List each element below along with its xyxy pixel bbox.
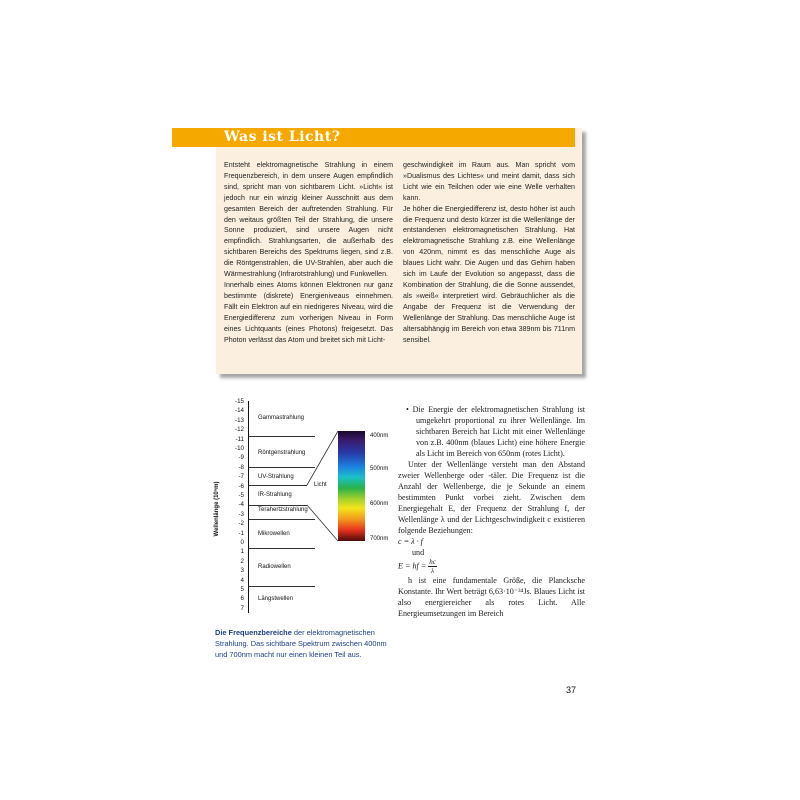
- tick-label: -13: [235, 416, 244, 424]
- tick-label: -5: [238, 492, 244, 499]
- tick-label: -15: [235, 398, 244, 405]
- formula-fraction: [428, 558, 437, 575]
- bullet-text: Die Energie der elektromagnetischen Strahlung ist umgekehrt proportional zu ihrer Wellenlänge. Im sichtbaren Bereich hat Licht mit einer Wellenlänge von z.B. 400nm (blaues Licht) eine höhere Energie als Licht im Bereich von 650nm (rotes Licht).: [412, 405, 585, 458]
- tick-label: -10: [235, 445, 244, 452]
- tick-label: -8: [238, 463, 244, 471]
- bullet-paragraph: • Die Energie der elektromagnetischen Strahlung ist umgekehrt proportional zu ihrer Wellenlänge. Im sichtbaren Bereich hat Licht mit einer Wellenlänge von z.B. 400nm (blaues Licht) eine höhere Energie als Licht im Bereich von 650nm (rotes Licht).: [406, 405, 585, 458]
- info-box-left-column: [224, 160, 393, 345]
- tick-label: 4: [240, 576, 244, 584]
- tick-label: 2: [240, 557, 244, 565]
- region-label: Röntgenstrahlung: [258, 450, 306, 456]
- tick-label: 6: [240, 595, 244, 603]
- formula-energy: [398, 558, 585, 575]
- spectrum-label: 700nm: [370, 536, 389, 542]
- spectrum-figure: [210, 398, 400, 620]
- tick-label: -7: [238, 473, 244, 481]
- info-box-title-bar: [172, 128, 575, 147]
- spectrum-label: 600nm: [370, 501, 389, 507]
- body-paragraph: Unter der Wellenlänge versteht man den Abstand zweier Wellenberge oder -täler. Die Frequenz ist die Anzahl der Wellenberge, die je Sekunde an einem bestimmten Punkt vorbei zieht. Zwischen dem Energiegehalt E, der Frequenz der Strahlung f, der Wellenlänge λ und der Lichtgeschwindigkeit c existieren folgende Beziehungen:: [398, 460, 585, 535]
- fraction-denominator: λ: [431, 567, 435, 575]
- region-label: Längstwellen: [258, 596, 294, 602]
- spectrum-label: 400nm: [370, 433, 389, 439]
- tick-label: 0: [240, 539, 244, 546]
- info-paragraph: Innerhalb eines Atoms können Elektronen nur ganz bestimmte (diskrete) Energieniveaus einnehmen. Fällt ein Elektron auf ein niedrigeres Niveau, wird die Energiedifferenz zum vorherigen Niveau in Form eines Lichtquants (eines Photons) freigesetzt. Das Photon verlässt das Atom und breitet sich mit Licht-: [224, 280, 393, 344]
- tick-label: -9: [238, 454, 244, 462]
- visible-spectrum-bar: [338, 431, 365, 541]
- formula-conjunction: und: [412, 548, 425, 557]
- tick-label: 3: [240, 567, 244, 575]
- licht-connector: [210, 398, 400, 620]
- info-paragraph: geschwindigkeit im Raum aus. Man spricht vom »Dualismus des Lichtes« und meint damit, dass sich Licht wie ein Teilchen oder wie eine Welle verhalten kann.: [403, 161, 575, 202]
- spectrum-label: 500nm: [370, 466, 389, 472]
- region-label: Gammastrahlung: [258, 415, 305, 421]
- info-paragraph: Entsteht elektromagnetische Strahlung in einem Frequenzbereich, in dem unsere Augen empfindlich sind, spricht man von sichtbarem Licht. »Licht« ist jedoch nur ein winzig kleiner Ausschnitt aus dem gesamten Bereich der auftretenden Strahlung. Für den weitaus größten Teil der Strahlung, die unsere Sonne produziert, sind unsere Augen nicht empfindlich. Strahlungsarten, die außerhalb des sichtbaren Bereichs des Spektrums liegen, sind z.B. die Röntgenstrahlen, die UV-Strahlen, aber auch die Wärmestrahlung (Infrarotstrahlung) und Funkwellen.: [224, 161, 393, 279]
- body-right-column: [398, 404, 585, 619]
- region-label: Radiowellen: [258, 564, 291, 570]
- figure-y-label: Wellenlänge (10ⁿm): [214, 481, 220, 537]
- tick-label: 1: [240, 548, 244, 556]
- tick-label: -4: [238, 501, 244, 509]
- formula-wave: c = λ · f: [398, 537, 423, 546]
- region-label: Terahertzstrahlung: [258, 507, 308, 513]
- info-paragraph: Je höher die Energiedifferenz ist, desto höher ist auch die Frequenz und desto kürzer ist die Wellenlänge der entstandenen elektromagnetischen Strahlung. Hat elektromagnetische Strahlung z.B. eine Wellenlänge von 420nm, nimmt es das menschliche Auge als blaues Licht wahr. Die Augen und das Gehirn haben sich im Laufe der Evolution so angepasst, dass die Kombination der Strahlung, die die Sonne aussendet, als »weiß« interpretiert wird. Gebräuchlicher als die Angabe der Frequenz ist die Verwendung der Wellenlänge der Strahlung. Das menschliche Auge ist altersabhängig im Bereich von etwa 389nm bis 711nm sensibel.: [403, 204, 575, 344]
- page-number: 37: [566, 685, 577, 695]
- tick-label: -6: [238, 482, 244, 490]
- caption-text: der elektromagnetischen Strahlung. Das sichtbare Spektrum zwischen 400nm und 700nm macht nur einen kleinen Teil aus.: [215, 628, 387, 660]
- tick-label: 7: [240, 604, 244, 612]
- tick-label: 5: [240, 586, 244, 593]
- tick-label: -12: [235, 426, 244, 434]
- tick-label: -1: [238, 529, 244, 537]
- tick-label: -11: [235, 435, 244, 443]
- tick-label: -2: [238, 520, 244, 528]
- formula-energy-lhs: E = hf =: [398, 561, 427, 571]
- region-label: IR-Strahlung: [258, 492, 292, 498]
- licht-label: Licht: [314, 482, 327, 488]
- tick-label: -3: [238, 510, 244, 518]
- caption-bold: Die Frequenzbereiche: [215, 628, 292, 637]
- body-paragraph: h ist eine fundamentale Größe, die Plancksche Konstante. Ihr Wert beträgt 6,63·10⁻³⁴Js. Blaues Licht ist also energiereicher als rotes Licht. Alle Energieumsetzungen im Bereich: [398, 576, 585, 618]
- region-label: Mikrowellen: [258, 531, 290, 537]
- info-box-right-column: [403, 160, 575, 345]
- figure-caption: [215, 627, 390, 661]
- region-label: UV-Strahlung: [258, 474, 294, 480]
- info-box-title: Was ist Licht?: [224, 129, 341, 145]
- tick-label: -14: [235, 407, 244, 415]
- fraction-numerator: hc: [429, 558, 436, 566]
